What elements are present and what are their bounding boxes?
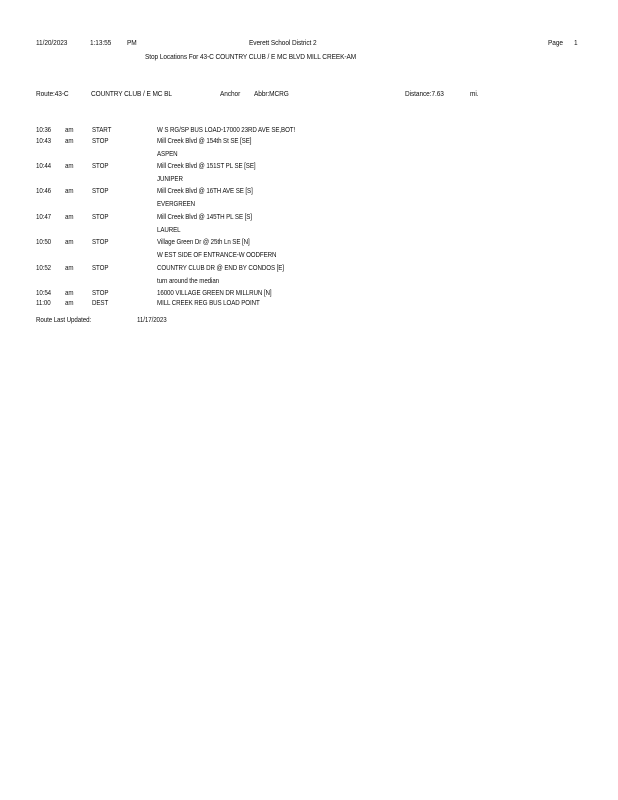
route-distance: Distance:7.63 [405, 89, 444, 98]
district-title: Everett School District 2 [249, 38, 317, 47]
stop-ampm: am [65, 161, 74, 170]
stop-location: W S RG/SP BUS LOAD-17000 23RD AVE SE,BOT! [157, 125, 296, 134]
stop-time: 10:52 [36, 263, 52, 272]
page-number: 1 [574, 38, 578, 47]
stop-note: turn around the median [157, 276, 220, 285]
report-subtitle: Stop Locations For 43-C COUNTRY CLUB / E MC BLVD MILL CREEK-AM [145, 52, 357, 61]
stop-note: W EST SIDE OF ENTRANCE-W OODFERN [157, 250, 277, 259]
stop-time: 11:00 [36, 298, 51, 307]
stop-note: LAUREL [157, 225, 181, 234]
stop-location: MILL CREEK REG BUS LOAD POINT [157, 298, 260, 307]
route-abbr: Abbr:MCRG [254, 89, 289, 98]
stop-time: 10:50 [36, 237, 52, 246]
stop-type: STOP [92, 136, 109, 145]
stop-type: STOP [92, 288, 109, 297]
stop-location: 16000 VILLAGE GREEN DR MILLRUN [N] [157, 288, 272, 297]
stop-time: 10:54 [36, 288, 52, 297]
route-distance-unit: mi. [470, 89, 479, 98]
stop-location: Mill Creek Blvd @ 154th St SE [SE] [157, 136, 252, 145]
route-updated-label: Route Last Updated: [36, 315, 92, 324]
stop-time: 10:36 [36, 125, 52, 134]
stop-ampm: am [65, 298, 74, 307]
stop-type: STOP [92, 212, 109, 221]
stop-ampm: am [65, 263, 74, 272]
stop-type: DEST [92, 298, 109, 307]
stop-type: STOP [92, 237, 109, 246]
stop-note: JUNIPER [157, 174, 183, 183]
stop-time: 10:47 [36, 212, 52, 221]
stop-time: 10:43 [36, 136, 52, 145]
stop-ampm: am [65, 237, 74, 246]
page-label: Page [548, 38, 563, 47]
stop-ampm: am [65, 125, 74, 134]
stop-ampm: am [65, 288, 74, 297]
stop-type: STOP [92, 263, 109, 272]
stop-type: STOP [92, 186, 109, 195]
report-date: 11/20/2023 [36, 38, 68, 47]
stop-type: START [92, 125, 112, 134]
route-name: COUNTRY CLUB / E MC BL [91, 89, 172, 98]
route-id: Route:43-C [36, 89, 69, 98]
route-anchor: Anchor [220, 89, 241, 98]
stop-location: Mill Creek Blvd @ 16TH AVE SE [S] [157, 186, 253, 195]
stop-time: 10:46 [36, 186, 52, 195]
stop-location: Mill Creek Blvd @ 151ST PL SE [SE] [157, 161, 256, 170]
stop-ampm: am [65, 186, 74, 195]
stop-note: ASPEN [157, 149, 178, 158]
stop-location: Village Green Dr @ 25th Ln SE [N] [157, 237, 250, 246]
stop-type: STOP [92, 161, 109, 170]
stop-time: 10:44 [36, 161, 52, 170]
stop-ampm: am [65, 136, 74, 145]
stop-location: Mill Creek Blvd @ 145TH PL SE [S] [157, 212, 252, 221]
stop-location: COUNTRY CLUB DR @ END BY CONDOS [E] [157, 263, 284, 272]
report-ampm: PM [127, 38, 137, 47]
report-time: 1:13:55 [90, 38, 112, 47]
stop-note: EVERGREEN [157, 199, 196, 208]
route-updated-date: 11/17/2023 [137, 315, 167, 324]
stop-ampm: am [65, 212, 74, 221]
